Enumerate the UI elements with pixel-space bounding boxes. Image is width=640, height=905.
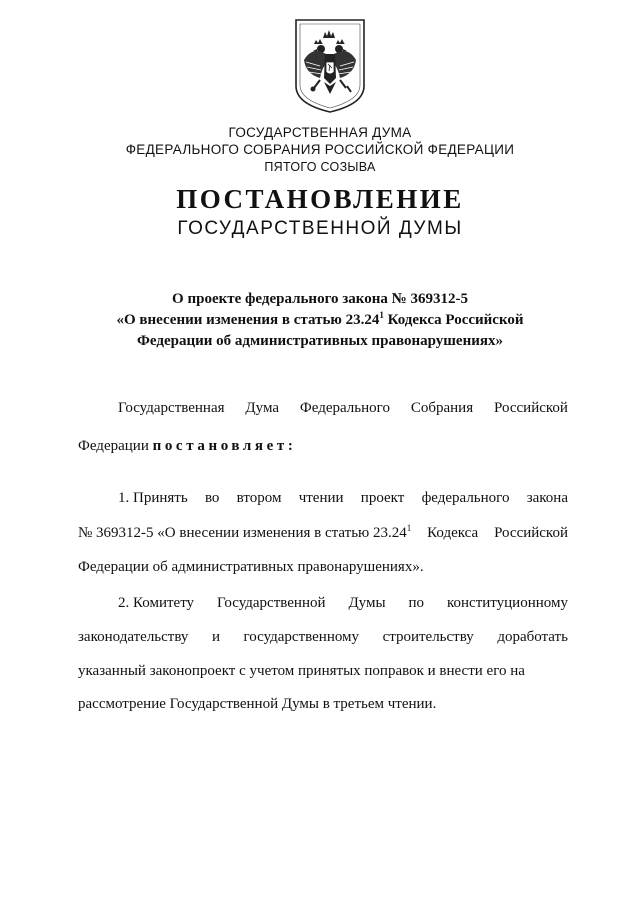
document-subject <box>0 289 640 352</box>
document-subtitle: ГОСУДАРСТВЕННОЙ ДУМЫ <box>177 218 463 239</box>
item-2-line-1: 2. Комитету Государственной Думы по конституционному <box>118 595 568 611</box>
item-1-line-1: 1. Принять во втором чтении проект федерального закона <box>118 490 568 506</box>
item-1-line-2: № 369312-5 «О внесении изменения в статью 23.24$^1$ Кодекса Российской <box>78 523 568 541</box>
item-2-line-4: рассмотрение Государственной Думы в третьем чтении. <box>78 696 437 712</box>
subject-line-2: «О внесении изменения в статью 23.24$^1$ Кодекса Российской <box>116 310 524 328</box>
header-line-duma: ГОСУДАРСТВЕННАЯ ДУМА <box>228 125 412 140</box>
subject-line-3: Федерации об административных правонарушениях» <box>137 333 503 349</box>
document-title: ПОСТАНОВЛЕНИЕ <box>176 184 464 214</box>
coat-of-arms-icon <box>292 16 368 114</box>
header-line-convocation: ПЯТОГО СОЗЫВА <box>264 160 376 174</box>
item-1-line-3: Федерации об административных правонарушениях». <box>78 559 424 575</box>
decides-word: постановляет: <box>152 438 297 454</box>
subject-line-1: О проекте федерального закона № 369312-5 <box>172 291 468 307</box>
header-line-federal-assembly: ФЕДЕРАЛЬНОГО СОБРАНИЯ РОССИЙСКОЙ ФЕДЕРАЦИИ <box>125 142 515 157</box>
preamble-line-2: Федерации постановляет: <box>78 438 297 454</box>
item-2-line-2: законодательству и государственному строительству доработать <box>78 629 568 645</box>
item-2-line-3: указанный законопроект с учетом принятых поправок и внести его на <box>78 663 525 679</box>
preamble-line-1: Государственная Дума Федерального Собрания Российской <box>118 400 568 416</box>
